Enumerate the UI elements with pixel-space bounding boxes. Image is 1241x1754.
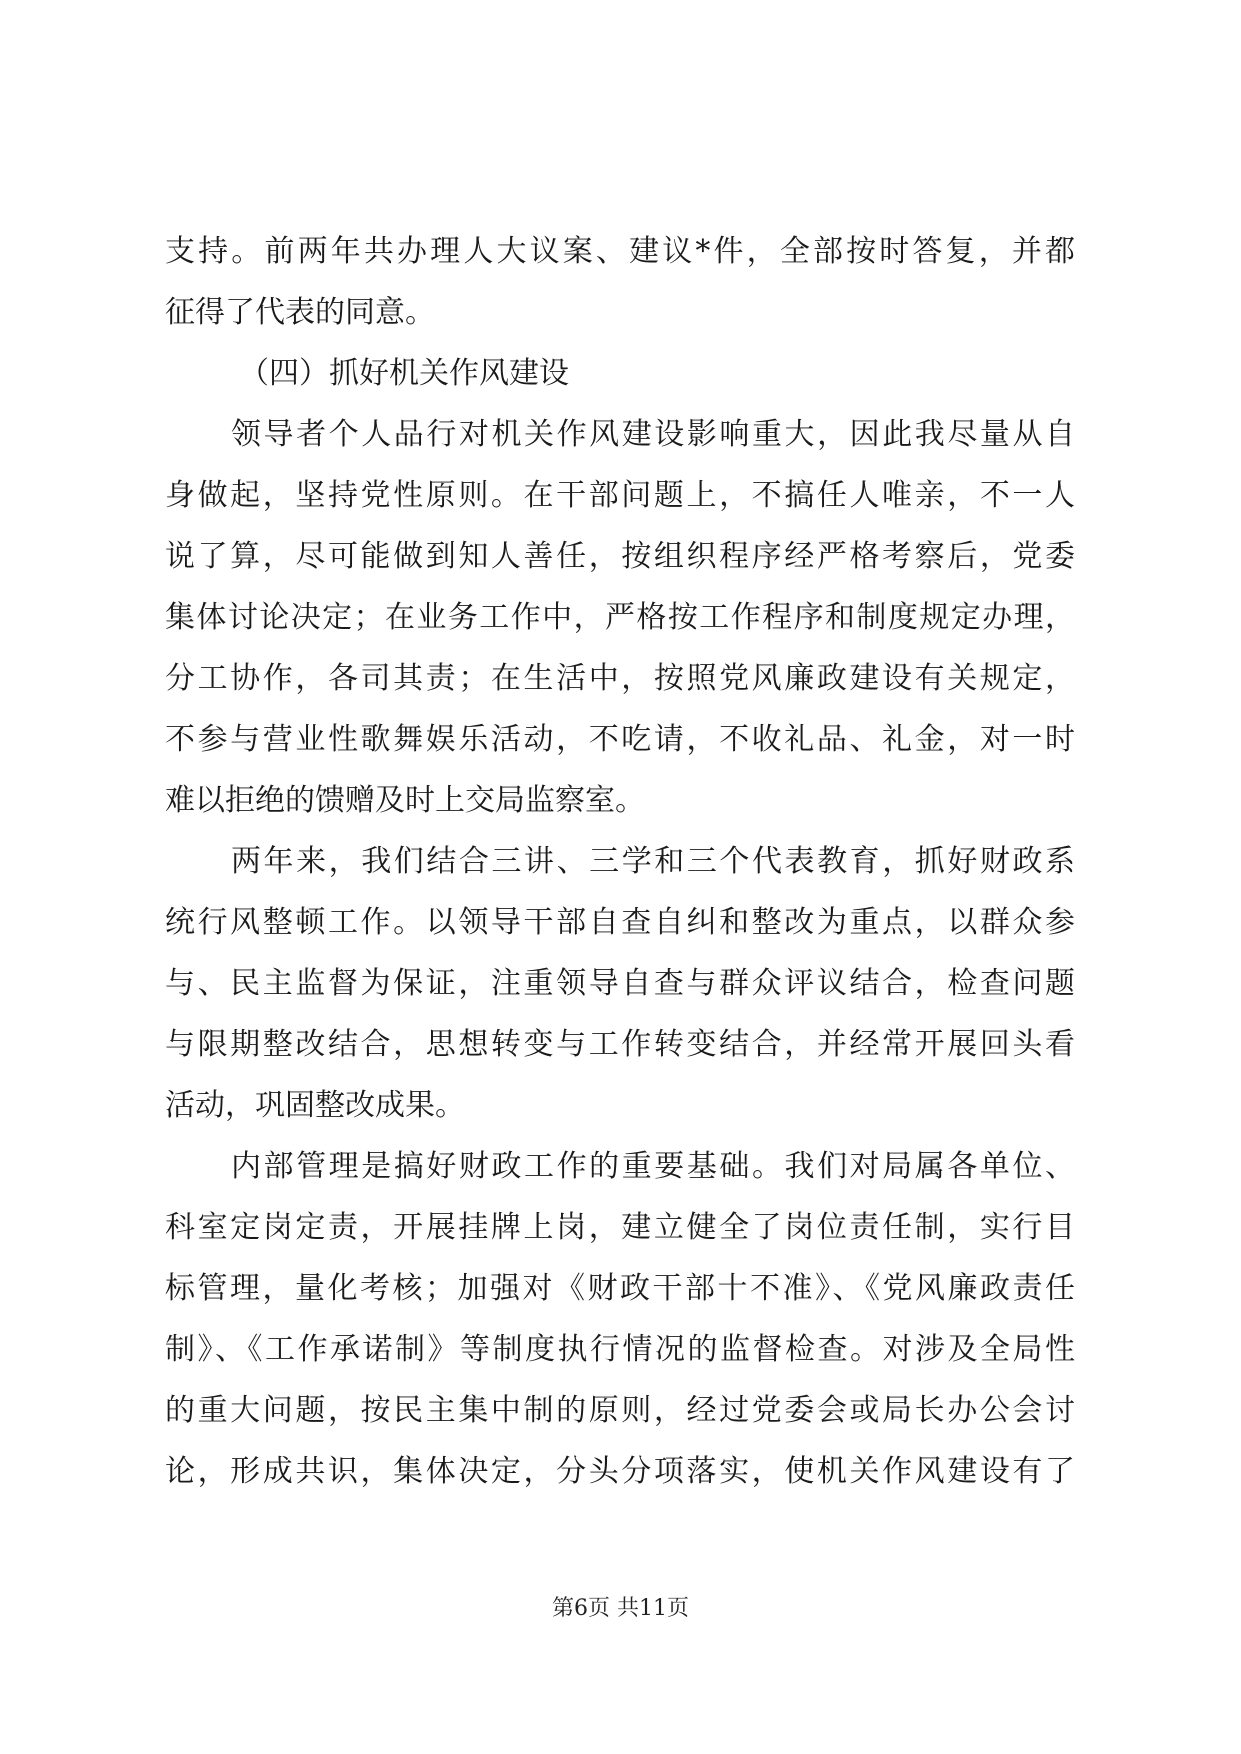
text-line: 标管理，量化考核；加强对《财政干部十不准》、《党风廉政责任 xyxy=(165,1271,1075,1306)
text-line: 与、民主监督为保证，注重领导自查与群众评议结合，检查问题 xyxy=(165,966,1075,1001)
text-line: 支持。前两年共办理人大议案、建议*件，全部按时答复，并都 xyxy=(165,234,1075,269)
page-number-footer: 第6页 共11页 xyxy=(552,1596,689,1621)
text-line: 分工协作，各司其责；在生活中，按照党风廉政建设有关规定， xyxy=(165,661,1075,696)
paragraph-first-line: 领导者个人品行对机关作风建设影响重大，因此我尽量从自 xyxy=(231,417,1075,452)
text-line: 不参与营业性歌舞娱乐活动，不吃请，不收礼品、礼金，对一时 xyxy=(165,722,1075,757)
text-line: 活动，巩固整改成果。 xyxy=(165,1088,465,1123)
paragraph-first-line: 两年来，我们结合三讲、三学和三个代表教育，抓好财政系 xyxy=(231,844,1075,879)
text-line: 科室定岗定责，开展挂牌上岗，建立健全了岗位责任制，实行目 xyxy=(165,1210,1075,1245)
text-line: 集体讨论决定；在业务工作中，严格按工作程序和制度规定办理， xyxy=(165,600,1075,635)
text-line: 统行风整顿工作。以领导干部自查自纠和整改为重点，以群众参 xyxy=(165,905,1075,940)
text-line: 征得了代表的同意。 xyxy=(165,295,435,330)
section-heading: （四）抓好机关作风建设 xyxy=(239,356,569,391)
text-line: 的重大问题，按民主集中制的原则，经过党委会或局长办公会讨 xyxy=(165,1393,1075,1428)
text-line: 说了算，尽可能做到知人善任，按组织程序经严格考察后，党委 xyxy=(165,539,1075,574)
text-line: 制》、《工作承诺制》等制度执行情况的监督检查。对涉及全局性 xyxy=(165,1332,1075,1367)
text-line: 难以拒绝的馈赠及时上交局监察室。 xyxy=(165,783,645,818)
text-line: 与限期整改结合，思想转变与工作转变结合，并经常开展回头看 xyxy=(165,1027,1075,1062)
text-line: 论，形成共识，集体决定，分头分项落实，使机关作风建设有了 xyxy=(165,1454,1075,1489)
text-line: 身做起，坚持党性原则。在干部问题上，不搞任人唯亲，不一人 xyxy=(165,478,1075,513)
paragraph-first-line: 内部管理是搞好财政工作的重要基础。我们对局属各单位、 xyxy=(231,1149,1075,1184)
